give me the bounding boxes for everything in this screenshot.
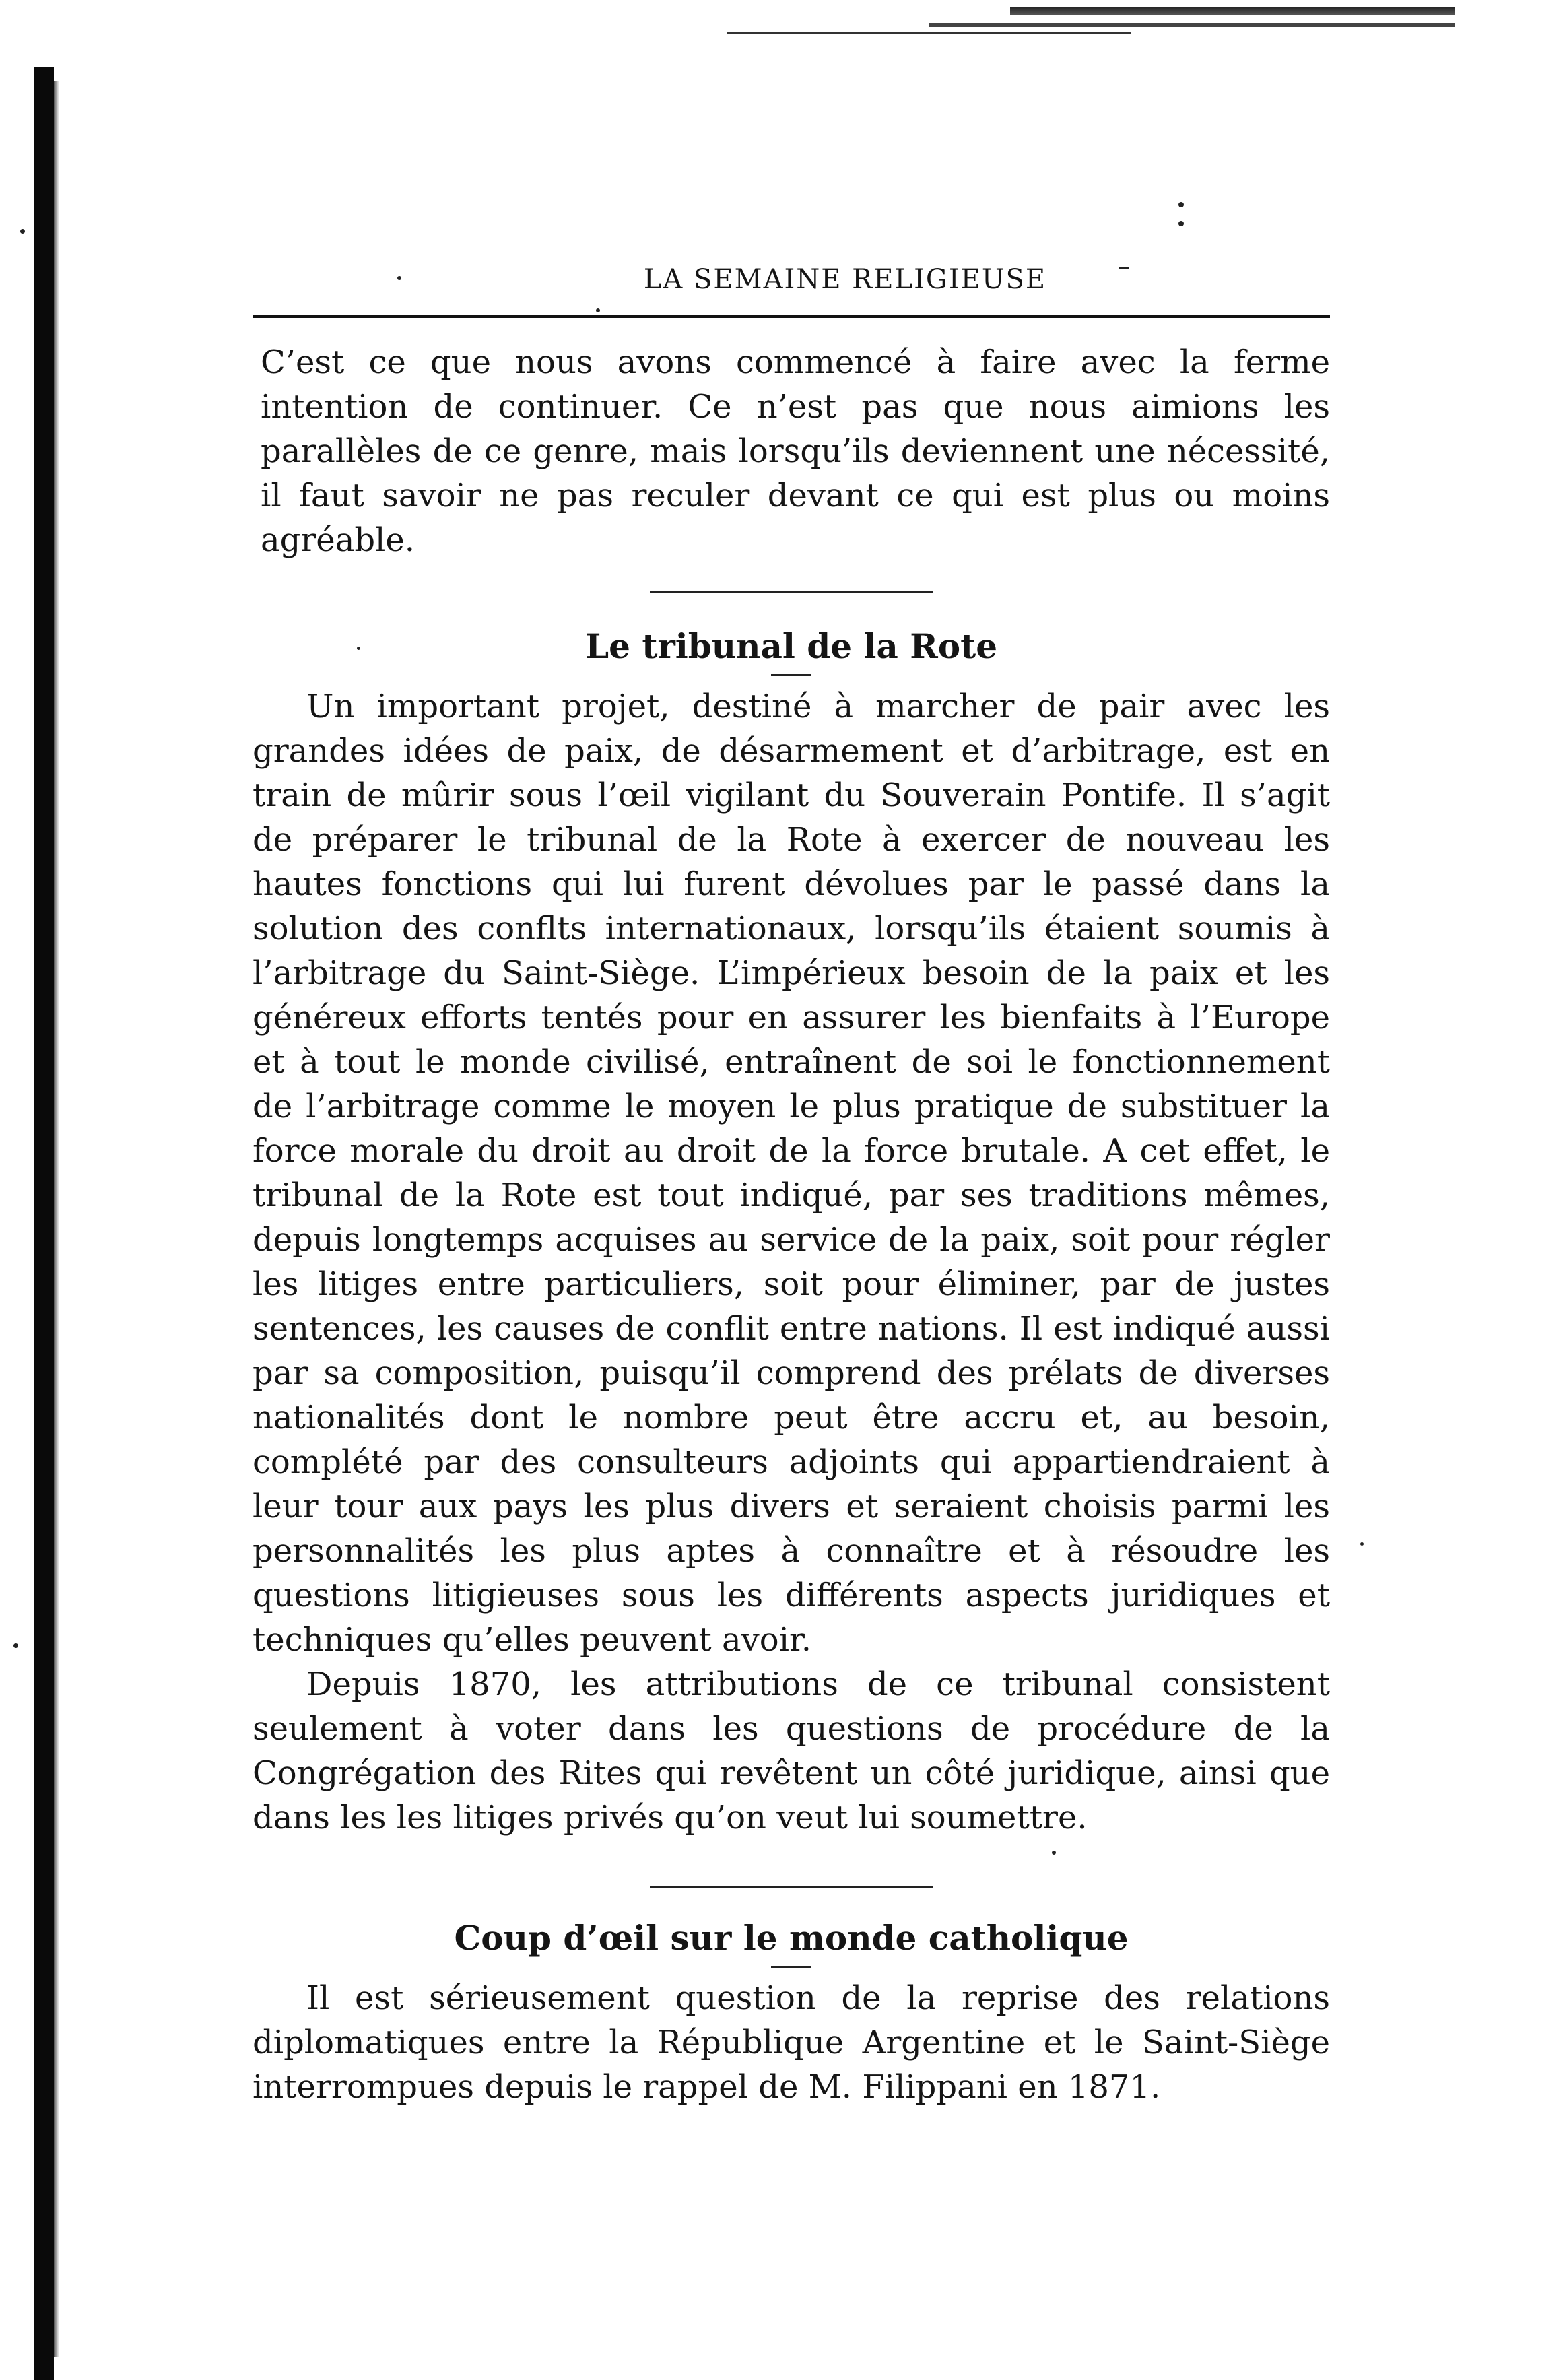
scan-speck bbox=[20, 229, 25, 234]
scan-artifact-top-mid bbox=[929, 23, 1455, 27]
heading-dash bbox=[771, 674, 811, 676]
running-head bbox=[253, 263, 1330, 296]
scan-speck bbox=[1178, 202, 1184, 207]
heading-dash bbox=[771, 1966, 811, 1968]
section-separator bbox=[650, 591, 933, 593]
scan-speck bbox=[1360, 1542, 1364, 1546]
scan-border-left bbox=[34, 67, 54, 2380]
scan-border-shadow bbox=[54, 81, 59, 2357]
intro-paragraph: C’est ce que nous avons commencé à faire avec la ferme intention de continuer. Ce n’est pas que nous aimions les parallèles de ce genre, mais lorsqu’ils deviennent une nécessité, il faut savoir ne pas reculer devant ce qui est plus ou moins agréable. bbox=[261, 343, 1330, 559]
scan-speck bbox=[13, 1643, 18, 1648]
section-tribunal-rote bbox=[253, 591, 1330, 1840]
section-monde-catholique bbox=[253, 1886, 1330, 2109]
scan-artifact-top-thin bbox=[727, 32, 1131, 34]
intro-block bbox=[253, 340, 1330, 562]
scan-speck bbox=[596, 308, 600, 312]
section-heading: Le tribunal de la Rote bbox=[585, 626, 998, 666]
section-paragraph: Il est sérieusement question de la reprise des relations diplomatiques entre la République Argentine et le Saint-Siège interrompues depuis le rappel de M. Filippani en 1871. bbox=[253, 1979, 1330, 2106]
section-heading: Coup d’œil sur le monde catholique bbox=[454, 1918, 1129, 1958]
running-head-text: LA SEMAINE RELIGIEUSE bbox=[643, 264, 1047, 295]
section-paragraph: Depuis 1870, les attributions de ce tribunal consistent seulement à voter dans les questions de procédure de la Congrégation des Rites qui revêtent un côté juridique, ainsi que dans les les litiges privés qu’on veut lui soumettre. bbox=[253, 1665, 1330, 1837]
scan-artifact-top bbox=[1010, 7, 1455, 15]
header-rule bbox=[253, 315, 1330, 318]
scan-speck bbox=[1052, 1851, 1056, 1855]
section-separator bbox=[650, 1886, 933, 1888]
scan-speck bbox=[1178, 221, 1184, 226]
section-paragraph: Un important projet, destiné à marcher de pair avec les grandes idées de paix, de désarmement et d’arbitrage, est en train de mûrir sous l’œil vigilant du Souverain Pontife. Il s’agit de préparer le tribunal de la Rote à exercer de nouveau les hautes fonctions qui lui furent dévolues par le passé dans la solution des conflts internationaux, lorsqu’ils étaient soumis à l’arbitrage du Saint-Siège. L’impérieux besoin de la paix et les généreux efforts tentés pour en assurer les bienfaits à l’Europe et à tout le monde civilisé, entraînent de soi le fonctionnement de l’arbitrage comme le moyen le plus pratique de substituer la force morale du droit au droit de la force brutale. A cet effet, le tribunal de la Rote est tout indiqué, par ses traditions mêmes, depuis longtemps acquises au service de la paix, soit pour régler les litiges entre particuliers, soit pour éliminer, par de justes sentences, les causes de conflit entre nations. Il est indiqué aussi par sa composition, puisqu’il comprend des prélats de diverses nationalités dont le nombre peut être accru et, au besoin, complété par des consulteurs adjoints qui appartiendraient à leur tour aux pays les plus divers et seraient choisis parmi les personnalités les plus aptes à connaître et à résoudre les questions litigieuses sous les différents aspects juridiques et techniques qu’elles peuvent avoir. bbox=[253, 688, 1330, 1659]
